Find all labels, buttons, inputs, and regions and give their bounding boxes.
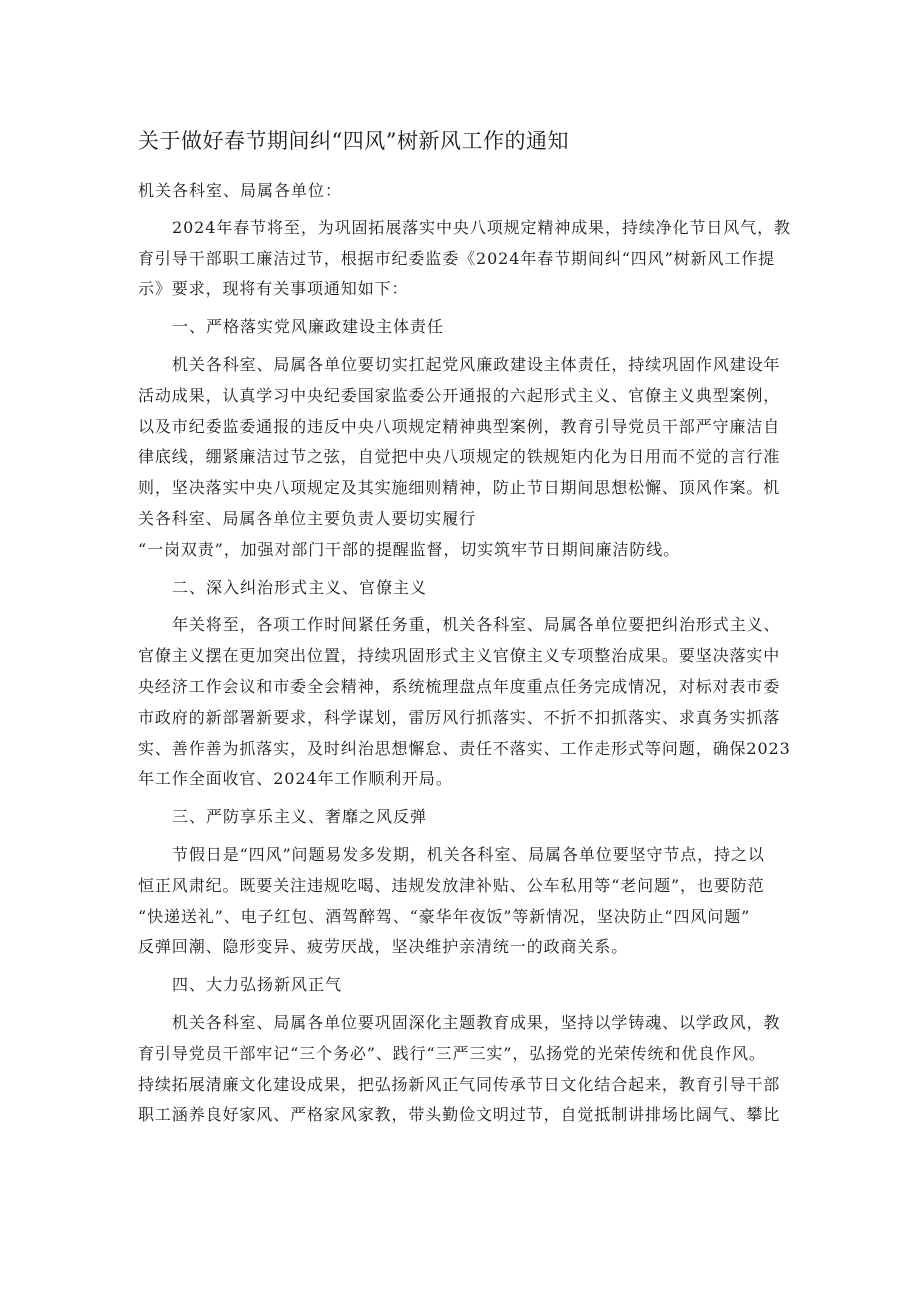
text-line: 年关将至，各项工作时间紧任务重，机关各科室、局属各单位要把纠治形式主义、	[172, 615, 781, 635]
text-line: 关各科室、局属各单位主要负责人要切实履行	[138, 508, 477, 528]
section-paragraph-4	[138, 1008, 798, 1131]
section-paragraph-2	[138, 610, 798, 795]
section-heading-4: 四、大力弘扬新风正气	[172, 975, 343, 995]
text-line: 活动成果，认真学习中央纪委国家监委公开通报的六起形式主义、官僚主义典型案例，	[138, 385, 781, 405]
text-line: 市政府的新部署新要求，科学谋划，雷厉风行抓落实、不折不扣抓落实、求真务实抓落	[138, 707, 781, 727]
text-line: 则，坚决落实中央八项规定及其实施细则精神，防止节日期间思想松懈、顶风作案。机	[138, 478, 781, 498]
text-line: 央经济工作会议和市委全会精神，系统梳理盘点年度重点任务完成情况，对标对表市委	[138, 676, 781, 696]
text-line: 持续拓展清廉文化建设成果，把弘扬新风正气同传承节日文化结合起来，教育引导干部	[138, 1074, 781, 1094]
text-line: 2024年春节将至，为巩固拓展落实中央八项规定精神成果，持续净化节日风气，教	[172, 217, 791, 237]
section-heading-2: 二、深入纠治形式主义、官僚主义	[172, 577, 428, 597]
text-line: 节假日是“四风”问题易发多发期，机关各科室、局属各单位要坚守节点，持之以	[172, 844, 765, 864]
text-line: 实、善作善为抓落实，及时纠治思想懈怠、责任不落实、工作走形式等问题，确保2023	[138, 738, 791, 758]
document-page	[138, 122, 798, 1138]
text-line: 机关各科室、局属各单位要巩固深化主题教育成果，坚持以学铸魂、以学政风，教	[172, 1012, 781, 1032]
salutation: 机关各科室、局属各单位：	[138, 181, 343, 200]
text-line: “快递送礼”、电子红包、酒驾醉驾、“豪华年夜饭”等新情况，坚决防止“四风问题”	[138, 906, 751, 926]
section-paragraph-1	[138, 350, 798, 566]
section-heading-1: 一、严格落实党风廉政建设主体责任	[172, 317, 445, 337]
document-title: 关于做好春节期间纠“四风”树新风工作的通知	[138, 129, 569, 153]
text-line: 示》要求，现将有关事项通知如下：	[138, 279, 409, 299]
text-line: 年工作全面收官、2024年工作顺利开局。	[138, 769, 453, 789]
section-paragraph-3	[138, 840, 798, 963]
text-line: 育引导党员干部牢记“三个务必”、践行“三严三实”，弘扬党的光荣传统和优良作风。	[138, 1043, 766, 1063]
text-line: 律底线，绷紧廉洁过节之弦，自觉把中央八项规定的铁规矩内化为日用而不觉的言行准	[138, 447, 781, 467]
text-line: 以及市纪委监委通报的违反中央八项规定精神典型案例，教育引导党员干部严守廉洁自	[138, 416, 781, 436]
text-line: 育引导干部职工廉洁过节，根据市纪委监委《2024年春节期间纠“四风”树新风工作提	[138, 248, 776, 268]
text-line: 职工涵养良好家风、严格家风家教，带头勤俭文明过节，自觉抵制讲排场比阔气、攀比	[138, 1105, 781, 1125]
section-heading-3: 三、严防享乐主义、奢靡之风反弹	[172, 807, 428, 827]
text-line: 恒正风肃纪。既要关注违规吃喝、违规发放津补贴、公车私用等“老问题”，也要防范	[138, 875, 765, 895]
text-line: 机关各科室、局属各单位要切实扛起党风廉政建设主体责任，持续巩固作风建设年	[172, 354, 781, 374]
text-line: “一岗双责”，加强对部门干部的提醒监督，切实筑牢节日期间廉洁防线。	[138, 539, 681, 559]
intro-paragraph	[138, 213, 798, 305]
text-line: 反弹回潮、隐形变异、疲劳厌战，坚决维护亲清统一的政商关系。	[138, 937, 629, 957]
text-line: 官僚主义摆在更加突出位置，持续巩固形式主义官僚主义专项整治成果。要坚决落实中	[138, 646, 781, 666]
